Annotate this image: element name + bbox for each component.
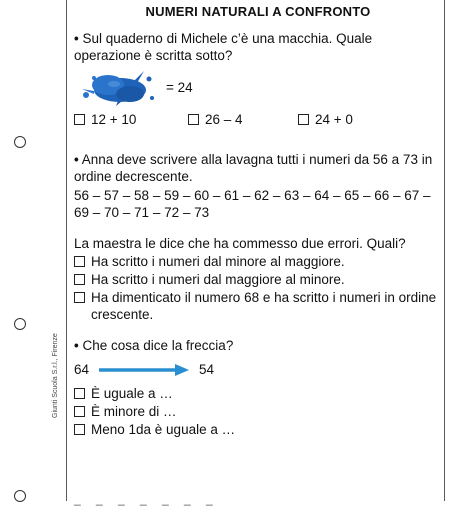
question-4 bbox=[74, 337, 442, 438]
page-border-left bbox=[66, 0, 67, 501]
error-option-1[interactable] bbox=[74, 253, 442, 270]
option-label: Meno 1da è uguale a … bbox=[91, 422, 236, 437]
question-3-text: La maestra le dice che ha commesso due errori. Quali? bbox=[74, 236, 406, 251]
checkbox[interactable] bbox=[74, 274, 85, 285]
arrow-option-1[interactable] bbox=[74, 385, 442, 402]
arrow-start-number: 64 bbox=[74, 362, 90, 377]
number-sequence: 56 – 57 – 58 – 59 – 60 – 61 – 62 – 63 – 64 – 65 – 66 – 67 – 69 – 70 – 71 – 72 – 73 bbox=[74, 188, 431, 220]
equation-result: = 24 bbox=[166, 79, 193, 95]
checkbox[interactable] bbox=[74, 406, 85, 417]
question-3 bbox=[74, 235, 442, 323]
option-label: È minore di … bbox=[91, 404, 177, 419]
worksheet-content bbox=[74, 4, 442, 438]
question-1-text bbox=[74, 30, 442, 64]
option-label: Ha dimenticato il numero 68 e ha scritto i numeri in ordine crescente. bbox=[91, 290, 437, 322]
page-title: NUMERI NATURALI A CONFRONTO bbox=[145, 4, 371, 19]
checkbox[interactable] bbox=[74, 114, 85, 125]
bottom-cut-text: _ _ _ _ _ _ _ bbox=[74, 492, 219, 506]
arrow-end-number: 54 bbox=[199, 362, 215, 377]
error-option-3[interactable] bbox=[74, 289, 442, 323]
checkbox[interactable] bbox=[74, 256, 85, 267]
bullet: • bbox=[74, 338, 79, 353]
option-24-plus-0[interactable] bbox=[298, 112, 353, 127]
question-4-text bbox=[74, 337, 442, 354]
question-1-label: Sul quaderno di Michele c’è una macchia. Quale operazione è scritta sotto? bbox=[74, 31, 373, 63]
option-label: 24 + 0 bbox=[315, 112, 353, 127]
question-4-label: Che cosa dice la freccia? bbox=[82, 338, 234, 353]
binder-hole-bottom bbox=[14, 490, 26, 502]
checkbox[interactable] bbox=[74, 424, 85, 435]
arrow-option-2[interactable] bbox=[74, 403, 442, 420]
binder-hole-top bbox=[14, 136, 26, 148]
blot-equation bbox=[74, 67, 442, 107]
error-option-2[interactable] bbox=[74, 271, 442, 288]
option-label: 26 – 4 bbox=[205, 112, 243, 127]
option-label: Ha scritto i numeri dal maggiore al minore. bbox=[91, 272, 345, 287]
arrow-option-3[interactable] bbox=[74, 421, 442, 438]
checkbox[interactable] bbox=[74, 292, 85, 303]
question-1-options bbox=[74, 112, 442, 127]
right-arrow-icon bbox=[99, 364, 189, 376]
checkbox[interactable] bbox=[298, 114, 309, 125]
ink-blot-icon bbox=[74, 67, 162, 107]
question-2-label: Anna deve scrivere alla lavagna tutti i numeri da 56 a 73 in ordine decrescente. bbox=[74, 152, 433, 184]
bullet: • bbox=[74, 152, 79, 167]
question-2 bbox=[74, 151, 442, 221]
option-label: 12 + 10 bbox=[91, 112, 137, 127]
checkbox[interactable] bbox=[188, 114, 199, 125]
option-26-minus-4[interactable] bbox=[188, 112, 298, 127]
side-credit: Giunti Scuola S.r.l., Firenze bbox=[52, 333, 59, 418]
option-label: È uguale a … bbox=[91, 386, 173, 401]
question-2-text bbox=[74, 151, 442, 185]
page-border-right bbox=[444, 0, 445, 501]
checkbox[interactable] bbox=[74, 388, 85, 399]
option-12-plus-10[interactable] bbox=[74, 112, 188, 127]
binder-hole-middle bbox=[14, 318, 26, 330]
option-label: Ha scritto i numeri dal minore al maggiore. bbox=[91, 254, 345, 269]
bullet: • bbox=[74, 31, 79, 46]
question-1 bbox=[74, 30, 442, 127]
arrow-row bbox=[74, 362, 442, 377]
